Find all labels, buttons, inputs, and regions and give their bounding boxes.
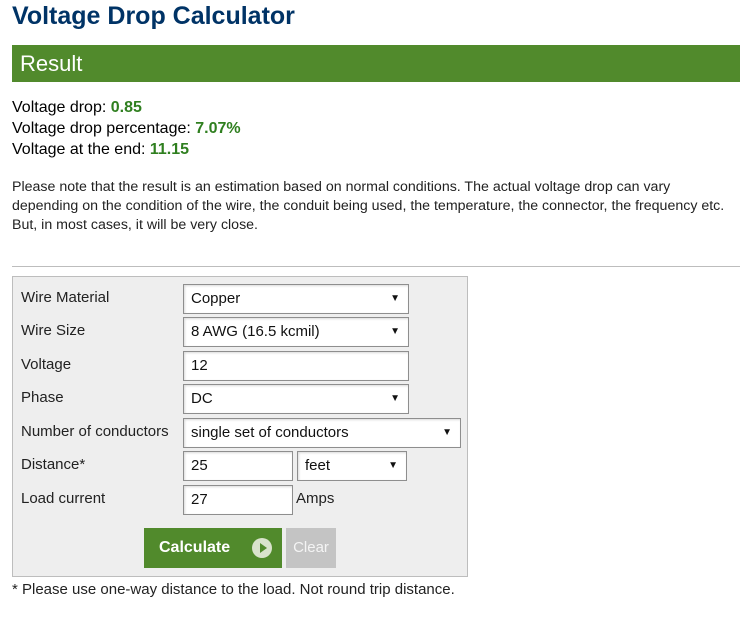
phase-select[interactable] (183, 384, 409, 414)
wire-size-select[interactable] (183, 317, 409, 347)
load-current-label: Load current (21, 490, 106, 507)
distance-input[interactable] (183, 451, 293, 481)
voltage-drop-percentage-row (12, 118, 241, 139)
wire-material-select[interactable] (183, 284, 409, 314)
voltage-drop-value: 0.85 (110, 99, 142, 116)
distance-unit-value: feet (305, 457, 331, 474)
wire-size-value: 8 AWG (16.5 kcmil) (191, 323, 320, 340)
chevron-down-icon: ▼ (390, 293, 400, 304)
voltage-input[interactable] (183, 351, 409, 381)
chevron-down-icon: ▼ (388, 460, 398, 471)
distance-label: Distance* (21, 456, 86, 473)
page-title: Voltage Drop Calculator (12, 2, 295, 30)
distance-footnote: * Please use one-way distance to the load. Not round trip distance. (12, 581, 455, 598)
conductors-label: Number of conductors (21, 423, 169, 440)
phase-value: DC (191, 390, 213, 407)
wire-size-label: Wire Size (21, 322, 86, 339)
conductors-select[interactable] (183, 418, 461, 448)
clear-button[interactable]: Clear (286, 528, 336, 568)
conductors-value: single set of conductors (191, 424, 349, 441)
voltage-at-end-value: 11.15 (149, 141, 190, 158)
voltage-value: 12 (191, 357, 208, 374)
chevron-down-icon: ▼ (390, 393, 400, 404)
result-header: Result (12, 45, 740, 82)
distance-unit-select[interactable] (297, 451, 407, 481)
chevron-down-icon: ▼ (390, 326, 400, 337)
load-current-value: 27 (191, 491, 208, 508)
voltage-at-end-label: Voltage at the end: (12, 141, 150, 158)
chevron-down-icon: ▼ (442, 427, 452, 438)
voltage-drop-label: Voltage drop: (12, 99, 111, 116)
voltage-label: Voltage (21, 356, 72, 373)
load-current-unit: Amps (296, 490, 335, 507)
voltage-drop-percentage-label: Voltage drop percentage: (12, 120, 196, 137)
voltage-drop-percentage-value: 7.07% (195, 120, 241, 137)
result-values (12, 97, 241, 160)
voltage-drop-row (12, 97, 241, 118)
voltage-at-end-row (12, 139, 241, 160)
estimation-note: Please note that the result is an estimation based on normal conditions. The actual voltage drop can vary depending on the condition of the wire, the conduit being used, the temperature, the connector, the frequency etc. But, in most cases, it will be very close. (12, 179, 725, 233)
play-circle-icon (252, 538, 272, 558)
calculate-button-label: Calculate (159, 539, 231, 556)
load-current-input[interactable] (183, 485, 293, 515)
calculate-button[interactable] (144, 528, 282, 568)
distance-value: 25 (191, 457, 208, 474)
phase-label: Phase (21, 389, 64, 406)
divider (12, 266, 740, 267)
wire-material-value: Copper (191, 290, 241, 307)
wire-material-label: Wire Material (21, 289, 110, 306)
